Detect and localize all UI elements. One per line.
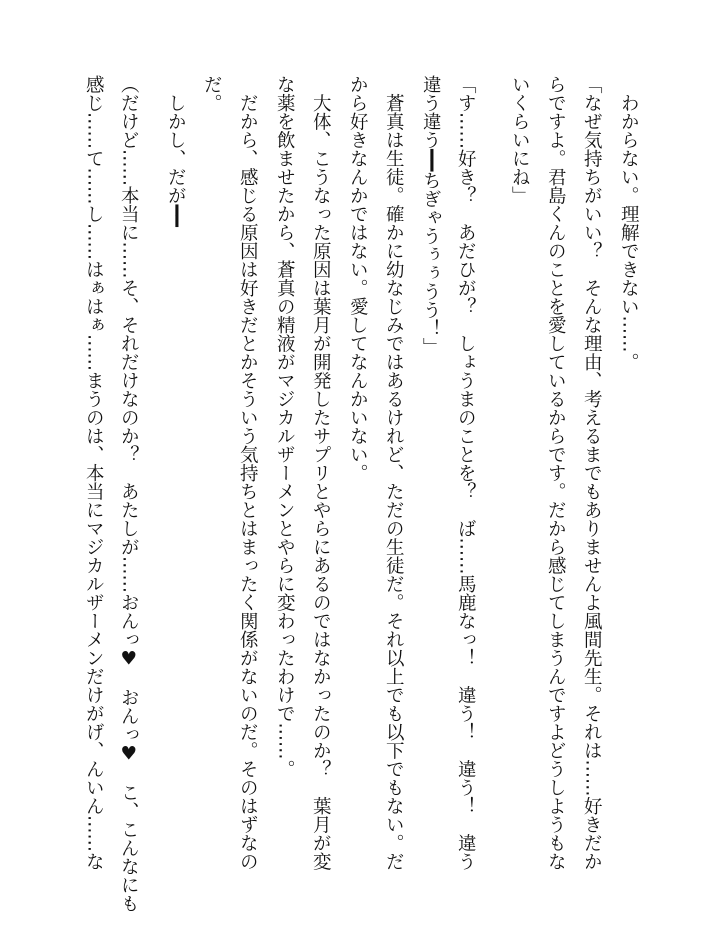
text-line-10: な薬を飲ませたから、蒼真の精液がマジカルザーメンとやらに変わったわけで……。 bbox=[274, 75, 296, 778]
text-line-12: だ。 bbox=[201, 75, 223, 112]
dash-mark: ━━ bbox=[420, 149, 442, 172]
text-line-2: 「なぜ気持ちがいい？ そんな理由、考えるまでもありませんよ風間先生。それは……好きだか bbox=[581, 75, 603, 871]
text-line-15: 感じ……て……し……はぁはぁ……まうのは、本当にマジカルザーメンだけがげ、んいん……な bbox=[83, 75, 105, 871]
text-line-13: しかし、だが━━ bbox=[165, 75, 187, 227]
text-line-4: いくらいにね」 bbox=[509, 75, 531, 205]
text-line-9: 大体、こうなった原因は葉月が開発したサプリとやらにあるのではなかったのか？ 葉月が変 bbox=[310, 75, 332, 871]
text-line-11: だから、感じる原因は好きだとかそういう気持ちとはまったく関係がないのだ。そのはずなの bbox=[237, 75, 259, 871]
text-line-14: （だけど……本当に……そ、それだけなのか？ あたしが……おんっ♥ おんっ♥ こ、こんなにも bbox=[118, 75, 140, 913]
text-line-5: 「す……好き？ あだひが？ しょうまのことを？ ば……馬鹿なっ！ 違う！ 違う！ 違う bbox=[455, 75, 477, 871]
dash-mark: ━━ bbox=[165, 204, 187, 227]
text-line-7: 蒼真は生徒。確かに幼なじみではあるけれど、ただの生徒だ。それ以上でも以下でもない。だ bbox=[383, 75, 405, 871]
text-line-3: らですよ。君島くんのことを愛しているからです。だから感じてしまうんですよどうしようもな bbox=[545, 75, 567, 871]
text-line-6: 違う違う━━ちぎゃうぅぅうう！」 bbox=[420, 75, 442, 357]
text-line-1: わからない。理解できない……。 bbox=[618, 75, 640, 371]
text-line-8: から好きなんかではない。愛してなんかいない。 bbox=[347, 75, 369, 482]
